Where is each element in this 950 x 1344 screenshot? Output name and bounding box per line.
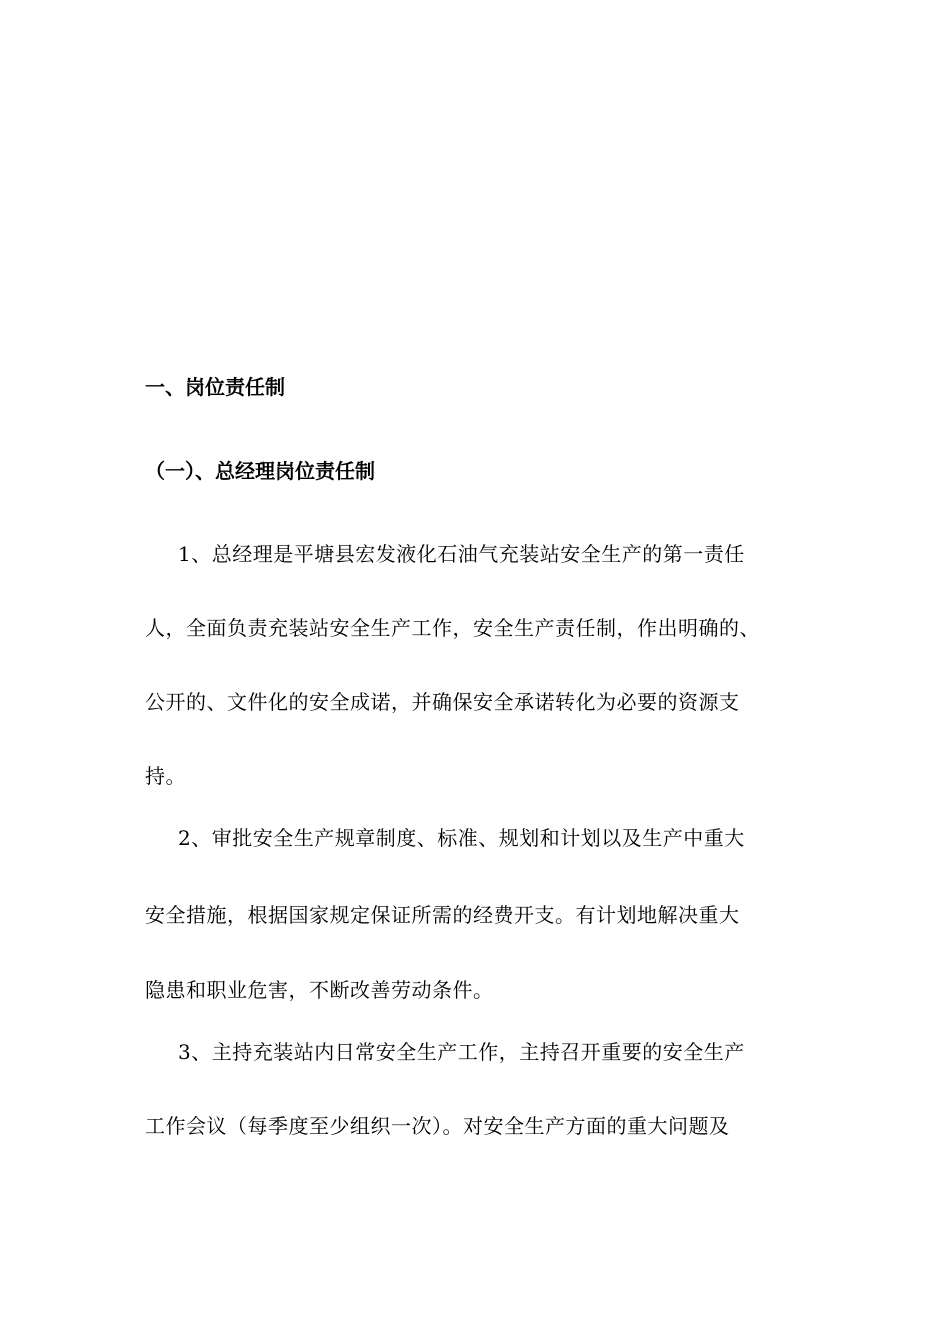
paragraph-line: 3、主持充装站内日常安全生产工作，主持召开重要的安全生产 [178,1040,745,1064]
subsection-title: （一）、总经理岗位责任制 [145,459,375,483]
section-title: 一、岗位责任制 [145,375,285,399]
paragraph-line: 持。 [145,764,186,788]
paragraph-line: 2、审批安全生产规章制度、标准、规划和计划以及生产中重大 [178,826,745,850]
paragraph-line: 1、总经理是平塘县宏发液化石油气充装站安全生产的第一责任 [178,542,745,566]
paragraph-line: 隐患和职业危害，不断改善劳动条件。 [145,978,494,1002]
paragraph-line: 人，全面负责充装站安全生产工作，安全生产责任制，作出明确的、 [145,616,760,640]
paragraph-line: 安全措施，根据国家规定保证所需的经费开支。有计划地解决重大 [145,903,740,927]
paragraph-line: 工作会议（每季度至少组织一次）。对安全生产方面的重大问题及 [145,1114,730,1138]
paragraph-line: 公开的、文件化的安全成诺，并确保安全承诺转化为必要的资源支 [145,690,740,714]
